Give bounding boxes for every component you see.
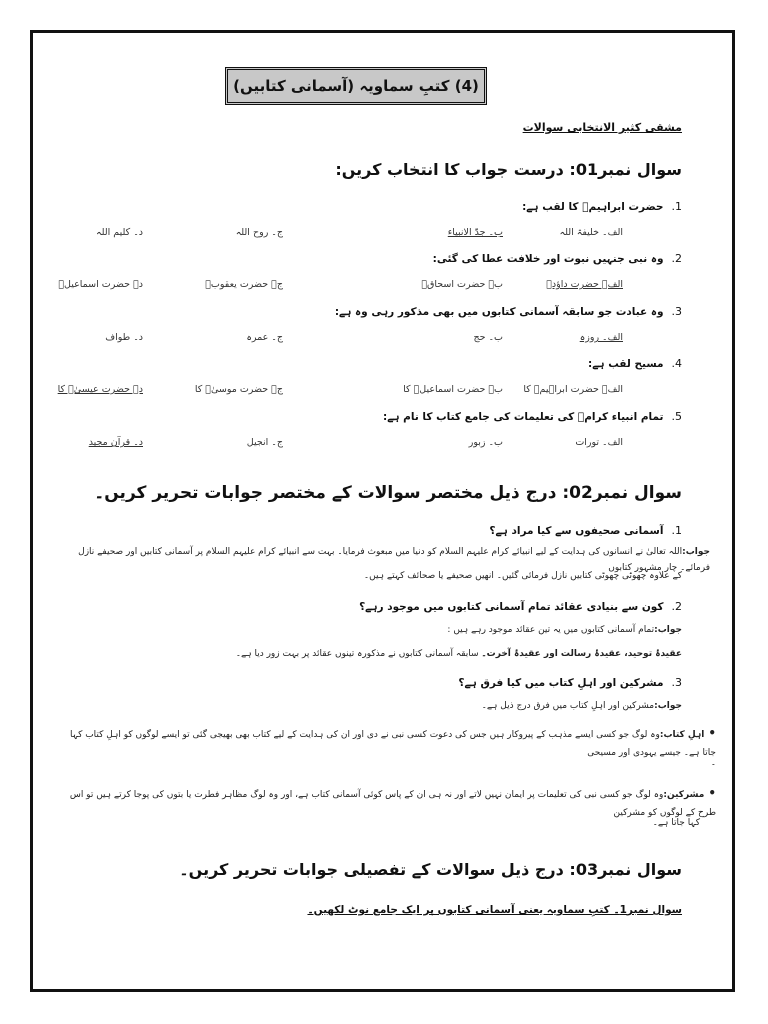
mcq-option: ج۔ روح اللہ <box>235 227 283 238</box>
section-subheading: مشقی کثیر الانتخابی سوالات <box>522 121 682 134</box>
question-number: 3. <box>671 676 682 689</box>
bullet-icon: • <box>708 786 716 800</box>
answer-label: جواب: <box>654 625 682 635</box>
mcq-option: ب۔ حج <box>473 332 503 343</box>
question-number: 1. <box>671 524 682 537</box>
q2-answer-2-line-2 <box>62 646 682 662</box>
question-text: مشرکین اور اہلِ کتاب میں کیا فرق ہے؟ <box>458 677 664 689</box>
q2-answer-2-line-1 <box>62 622 682 638</box>
answer-bold-text: عقیدۂ توحید، عقیدۂ رسالت اور عقیدۂ آخرت۔ <box>481 649 682 659</box>
q2-answer-1-line-2: کے علاوہ چھوٹی چھوٹی کتابیں نازل فرمائی گئیں۔ انھیں صحیفے یا صحائف کہتے ہیں۔ <box>363 571 682 581</box>
mcq-option: ج۔ حضرت یعقوبؑ <box>205 279 283 290</box>
page-title: (4) کتبِ سماویہ (آسمانی کتابیں) <box>225 67 487 105</box>
mcq-question-5 <box>383 410 682 423</box>
answer-label: جواب: <box>654 701 682 711</box>
mcq-option: الف۔ تورات <box>575 437 623 448</box>
bullet-label: مشرکین: <box>663 790 705 800</box>
q2-answer-3-line-1 <box>62 698 682 714</box>
mcq-option: ب۔ حضرت اسماعیلؑ کا <box>403 384 503 395</box>
question-text: کون سے بنیادی عقائد تمام آسمانی کتابوں میں موجود رہے؟ <box>359 601 664 613</box>
q2-heading: سوال نمبر02: درج ذیل مختصر سوالات کے مختصر جوابات تحریر کریں۔ <box>94 483 682 503</box>
answer-text: اللہ تعالیٰ نے انسانوں کی ہدایت کے لیے انبیائے کرام علیہم السلام کو دنیا میں مبعوث فرمایا۔ بہت سے انبیائے کرام علیہم السلام پر آسمانی کتابیں اور صحیفے نازل فرمائے۔ چار مشہور کتابوں <box>78 547 710 573</box>
question-text: وہ عبادت جو سابقہ آسمانی کتابوں میں بھی مذکور رہی وہ ہے: <box>334 306 664 318</box>
question-text: وہ نبی جنہیں نبوت اور خلافت عطا کی گئی: <box>432 253 664 265</box>
mcq-option-correct: الف۔ حضرت داؤدؑ <box>546 279 623 290</box>
bullet-mushrikeen-line-2: کہا جاتا ہے۔ <box>652 818 700 828</box>
q2-question-2 <box>359 600 682 613</box>
q2-question-3 <box>458 676 682 689</box>
answer-text: تمام آسمانی کتابوں میں یہ تین عقائد موجود رہے ہیں : <box>447 625 655 635</box>
answer-text: مشرکین اور اہلِ کتاب میں فرق درج ذیل ہے۔ <box>481 701 655 711</box>
question-text: تمام انبیاء کرامؑ کی تعلیمات کی جامع کتاب کا نام ہے: <box>383 411 664 423</box>
mcq-options-row <box>57 384 623 398</box>
question-text: آسمانی صحیفوں سے کیا مراد ہے؟ <box>489 525 664 537</box>
mcq-option: الف۔ خلیفۃ اللہ <box>559 227 623 238</box>
q3-heading: سوال نمبر03: درج ذیل سوالات کے تفصیلی جوابات تحریر کریں۔ <box>179 860 682 879</box>
mcq-option-correct: د۔ قرآن مجید <box>88 437 143 448</box>
bullet-label: اہلِ کتاب: <box>659 730 705 740</box>
mcq-option: الف۔ حضرت ابراہیمؑ کا <box>523 384 623 395</box>
answer-text: سابقہ آسمانی کتابوں نے مذکورہ تینوں عقائد پر بہت زور دیا ہے۔ <box>235 649 479 659</box>
mcq-option: د۔ طواف <box>105 332 143 343</box>
mcq-option-correct: الف۔ روزہ <box>579 332 623 343</box>
question-text: حضرت ابراہیمؑ کا لقب ہے: <box>522 201 664 213</box>
mcq-question-4 <box>588 357 682 370</box>
mcq-option: ج۔ انجیل <box>246 437 283 448</box>
question-number: 1. <box>671 200 682 213</box>
question-text: مسیح لقب ہے: <box>588 358 664 370</box>
mcq-question-1 <box>522 200 682 213</box>
mcq-options-row <box>63 437 623 451</box>
bullet-icon: • <box>708 726 716 740</box>
question-number: 2. <box>671 252 682 265</box>
mcq-options-row <box>63 332 623 346</box>
bullet-text: وہ لوگ جو کسی ایسے مذہب کے پیروکار ہیں جس کی دعوت کسی نبی نے دی اور ان کی ہدایت کے لیے کتاب بھی بھیجی گئی تو ایسے لوگوں کو اہلِ کتاب کہا جاتا ہے۔ جیسے یہودی اور مسیحی <box>70 730 716 758</box>
mcq-option: د۔ کلیم اللہ <box>96 227 143 238</box>
mcq-options-row <box>63 227 623 241</box>
mcq-option-correct: د۔ حضرت عیسیٰؑ کا <box>57 384 143 395</box>
q3-subquestion: سوال نمبر1۔ کتبِ سماویہ یعنی آسمانی کتابوں پر ایک جامع نوٹ لکھیں۔ <box>307 904 682 916</box>
mcq-option: ج۔ عمرہ <box>246 332 283 343</box>
mcq-question-3 <box>335 305 682 318</box>
bullet-text: وہ لوگ جو کسی نبی کی تعلیمات پر ایمان نہیں لاتے اور نہ ہی ان کے پاس کوئی آسمانی کتاب ہے، اور وہ لوگ مظاہر فطرت یا بتوں کی پوجا کرتے ہیں تو اس طرح کے لوگوں کو مشرکین <box>69 790 716 818</box>
answer-label: جواب: <box>682 547 710 557</box>
q2-question-1 <box>489 524 682 537</box>
question-number: 5. <box>671 410 682 423</box>
mcq-question-2 <box>433 252 682 265</box>
question-number: 3. <box>671 305 682 318</box>
mcq-option: ب۔ حضرت اسحاقؑ <box>421 279 503 290</box>
q1-heading: سوال نمبر01: درست جواب کا انتخاب کریں: <box>335 160 682 179</box>
question-number: 2. <box>671 600 682 613</box>
question-number: 4. <box>671 357 682 370</box>
mcq-option: ب۔ زبور <box>468 437 503 448</box>
mcq-option: د۔ حضرت اسماعیلؑ <box>58 279 143 290</box>
mcq-option-correct: ب۔ جدّ الانبیاء <box>447 227 503 238</box>
bullet-ahl-e-kitab-line-2: ۔ <box>710 758 716 768</box>
mcq-option: ج۔ حضرت موسیٰؑ کا <box>194 384 283 395</box>
mcq-options-row <box>58 279 623 293</box>
